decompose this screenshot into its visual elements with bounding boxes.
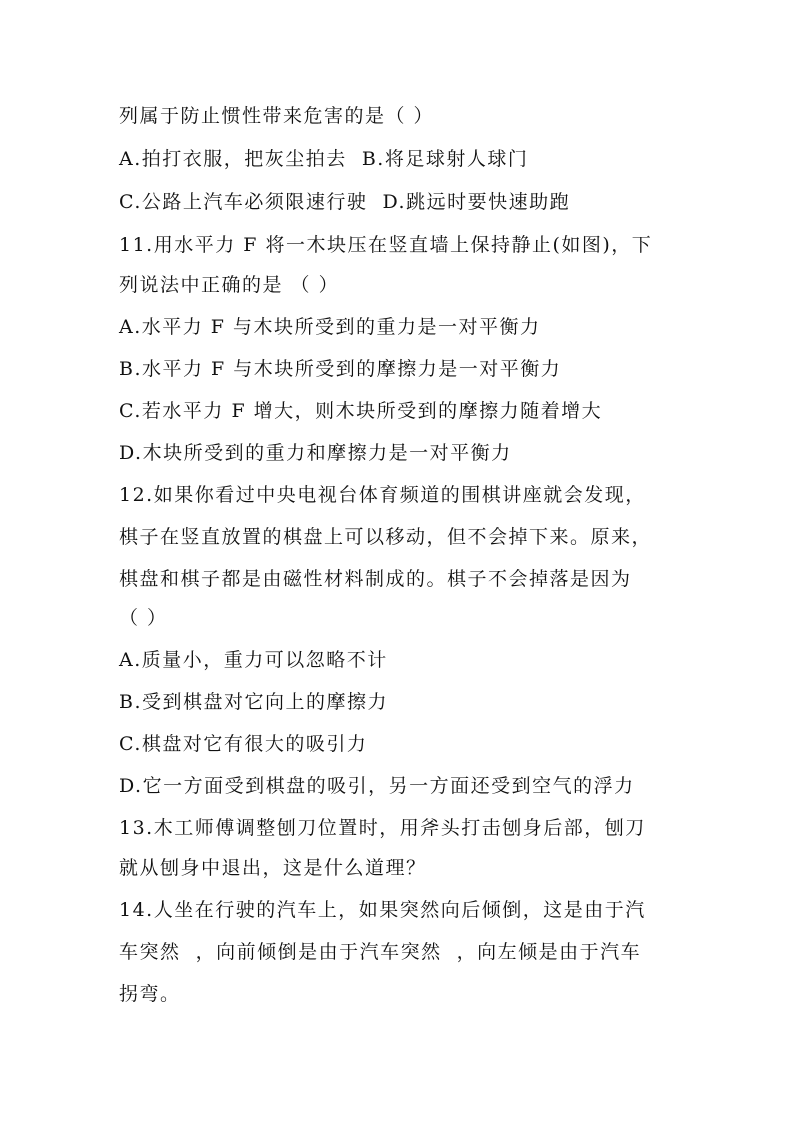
question-12-option-c: C.棋盘对它有很大的吸引力 <box>119 733 368 755</box>
question-10-stem-continued: 列属于防止惯性带来危害的是（ ） <box>119 105 435 127</box>
question-14-stem-line-1: 14.人坐在行驶的汽车上，如果突然向后倾倒，这是由于汽 <box>119 899 646 921</box>
question-12-answer-brackets: （ ） <box>119 607 168 629</box>
question-12-option-d: D.它一方面受到棋盘的吸引，另一方面还受到空气的浮力 <box>119 775 635 797</box>
question-11-option-a: A.水平力 F 与木块所受到的重力是一对平衡力 <box>119 316 541 338</box>
question-10-options-ab: A.拍打衣服，把灰尘拍去 B.将足球射人球门 <box>119 148 529 170</box>
question-13-stem-line-2: 就从刨身中退出，这是什么道理？ <box>119 857 427 879</box>
question-12-option-a: A.质量小，重力可以忽略不计 <box>119 649 388 671</box>
question-14-stem-line-2: 车突然 ，向前倾倒是由于汽车突然 ，向左倾是由于汽车 <box>119 941 642 963</box>
question-11-stem-line-2: 列说法中正确的是 （ ） <box>119 274 340 296</box>
question-10-options-cd: C.公路上汽车必须限速行驶 D.跳远时要快速助跑 <box>119 191 571 213</box>
question-13-stem-line-1: 13.木工师傅调整刨刀位置时，用斧头打击刨身后部，刨刀 <box>119 817 646 839</box>
question-12-option-b: B.受到棋盘对它向上的摩擦力 <box>119 691 389 713</box>
question-11-option-b: B.水平力 F 与木块所受到的摩擦力是一对平衡力 <box>119 358 562 380</box>
question-11-stem-line-1: 11.用水平力 F 将一木块压在竖直墙上保持静止(如图)，下 <box>119 234 653 256</box>
question-14-stem-line-3: 拐弯。 <box>119 983 181 1005</box>
question-12-stem-line-2: 棋子在竖直放置的棋盘上可以移动，但不会掉下来。原来， <box>119 526 653 548</box>
question-11-option-d: D.木块所受到的重力和摩擦力是一对平衡力 <box>119 442 512 464</box>
question-12-stem-line-1: 12.如果你看过中央电视台体育频道的围棋讲座就会发现， <box>119 484 646 506</box>
question-12-stem-line-3: 棋盘和棋子都是由磁性材料制成的。棋子不会掉落是因为 <box>119 568 632 590</box>
question-11-option-c: C.若水平力 F 增大，则木块所受到的摩擦力随着增大 <box>119 400 603 422</box>
